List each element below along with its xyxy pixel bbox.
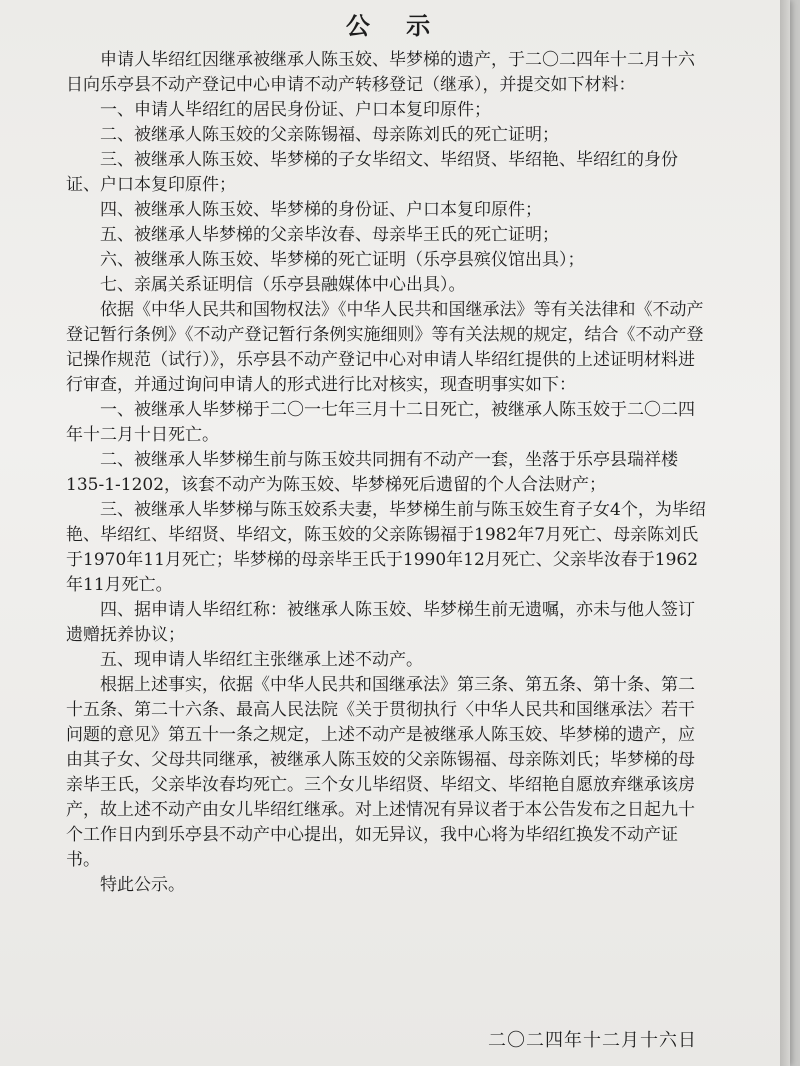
material-item: 三、被继承人陈玉姣、毕梦梯的子女毕绍文、毕绍贤、毕绍艳、毕绍红的身份证、户口本复印原件； <box>66 150 678 195</box>
intro-paragraph: 申请人毕绍红因继承被继承人陈玉姣、毕梦梯的遗产，于二〇二四年十二月十六日向乐亭县不动产登记中心申请不动产转移登记（继承），并提交如下材料： <box>66 50 695 95</box>
paper-edge <box>780 0 790 1066</box>
fact-item: 四、据申请人毕绍红称：被继承人陈玉姣、毕梦梯生前无遗嘱，亦未与他人签订遗赠抚养协议； <box>66 600 695 645</box>
fact-item: 五、现申请人毕绍红主张继承上述不动产。 <box>100 650 423 670</box>
basis-paragraph: 依据《中华人民共和国物权法》《中华人民共和国继承法》等有关法律和《不动产登记暂行条例》《不动产登记暂行条例实施细则》等有关法规的规定，结合《不动产登记操作规范（试行）》，乐亭县不动产登记中心对申请人毕绍红提供的上述证明材料进行审查，并通过询问申请人的形式进行比对核实，现查明事实如下： <box>66 300 704 395</box>
notice-date: 二〇二四年十二月十六日 <box>488 1030 697 1051</box>
fact-item: 二、被继承人毕梦梯生前与陈玉姣共同拥有不动产一套，坐落于乐亭县瑞祥楼135-1-1202，该套不动产为陈玉姣、毕梦梯死后遗留的个人合法财产； <box>66 450 678 495</box>
notice-title: 公 示 <box>345 11 445 40</box>
fact-item: 三、被继承人毕梦梯与陈玉姣系夫妻，毕梦梯生前与陈玉姣生育子女4个，为毕绍艳、毕绍红、毕绍贤、毕绍文，陈玉姣的父亲陈锡福于1982年7月死亡、母亲陈刘氏于1970年11月死亡；毕梦梯的母亲毕王氏于1990年12月死亡、父亲毕汝春于1962年11月死亡。 <box>66 500 706 595</box>
conclusion-paragraph: 根据上述事实，依据《中华人民共和国继承法》第三条、第五条、第十条、第二十五条、第二十六条、最高人民法院《关于贯彻执行〈中华人民共和国继承法〉若干问题的意见》第五十一条之规定，上述不动产是被继承人陈玉姣、毕梦梯的遗产，应由其子女、父母共同继承，被继承人陈玉姣的父亲陈锡福、母亲陈刘氏；毕梦梯的母亲毕王氏，父亲毕汝春均死亡。三个女儿毕绍贤、毕绍文、毕绍艳自愿放弃继承该房产，故上述不动产由女儿毕绍红继承。对上述情况有异议者于本公告发布之日起九十个工作日内到乐亭县不动产中心提出，如无异议，我中心将为毕绍红换发不动产证书。 <box>66 675 695 870</box>
closing-line: 特此公示。 <box>100 875 185 895</box>
fact-item: 一、被继承人毕梦梯于二〇一七年三月十二日死亡，被继承人陈玉姣于二〇二四年十二月十日死亡。 <box>66 400 695 445</box>
notice-body <box>66 48 706 898</box>
material-item: 四、被继承人陈玉姣、毕梦梯的身份证、户口本复印原件； <box>100 200 542 220</box>
material-item: 二、被继承人陈玉姣的父亲陈锡福、母亲陈刘氏的死亡证明； <box>100 125 559 145</box>
material-item: 五、被继承人毕梦梯的父亲毕汝春、母亲毕王氏的死亡证明； <box>100 225 559 245</box>
material-item: 七、亲属关系证明信（乐亭县融媒体中心出具）。 <box>100 275 466 295</box>
material-item: 六、被继承人陈玉姣、毕梦梯的死亡证明（乐亭县殡仪馆出具）； <box>100 250 585 270</box>
material-item: 一、申请人毕绍红的居民身份证、户口本复印原件； <box>100 100 491 120</box>
